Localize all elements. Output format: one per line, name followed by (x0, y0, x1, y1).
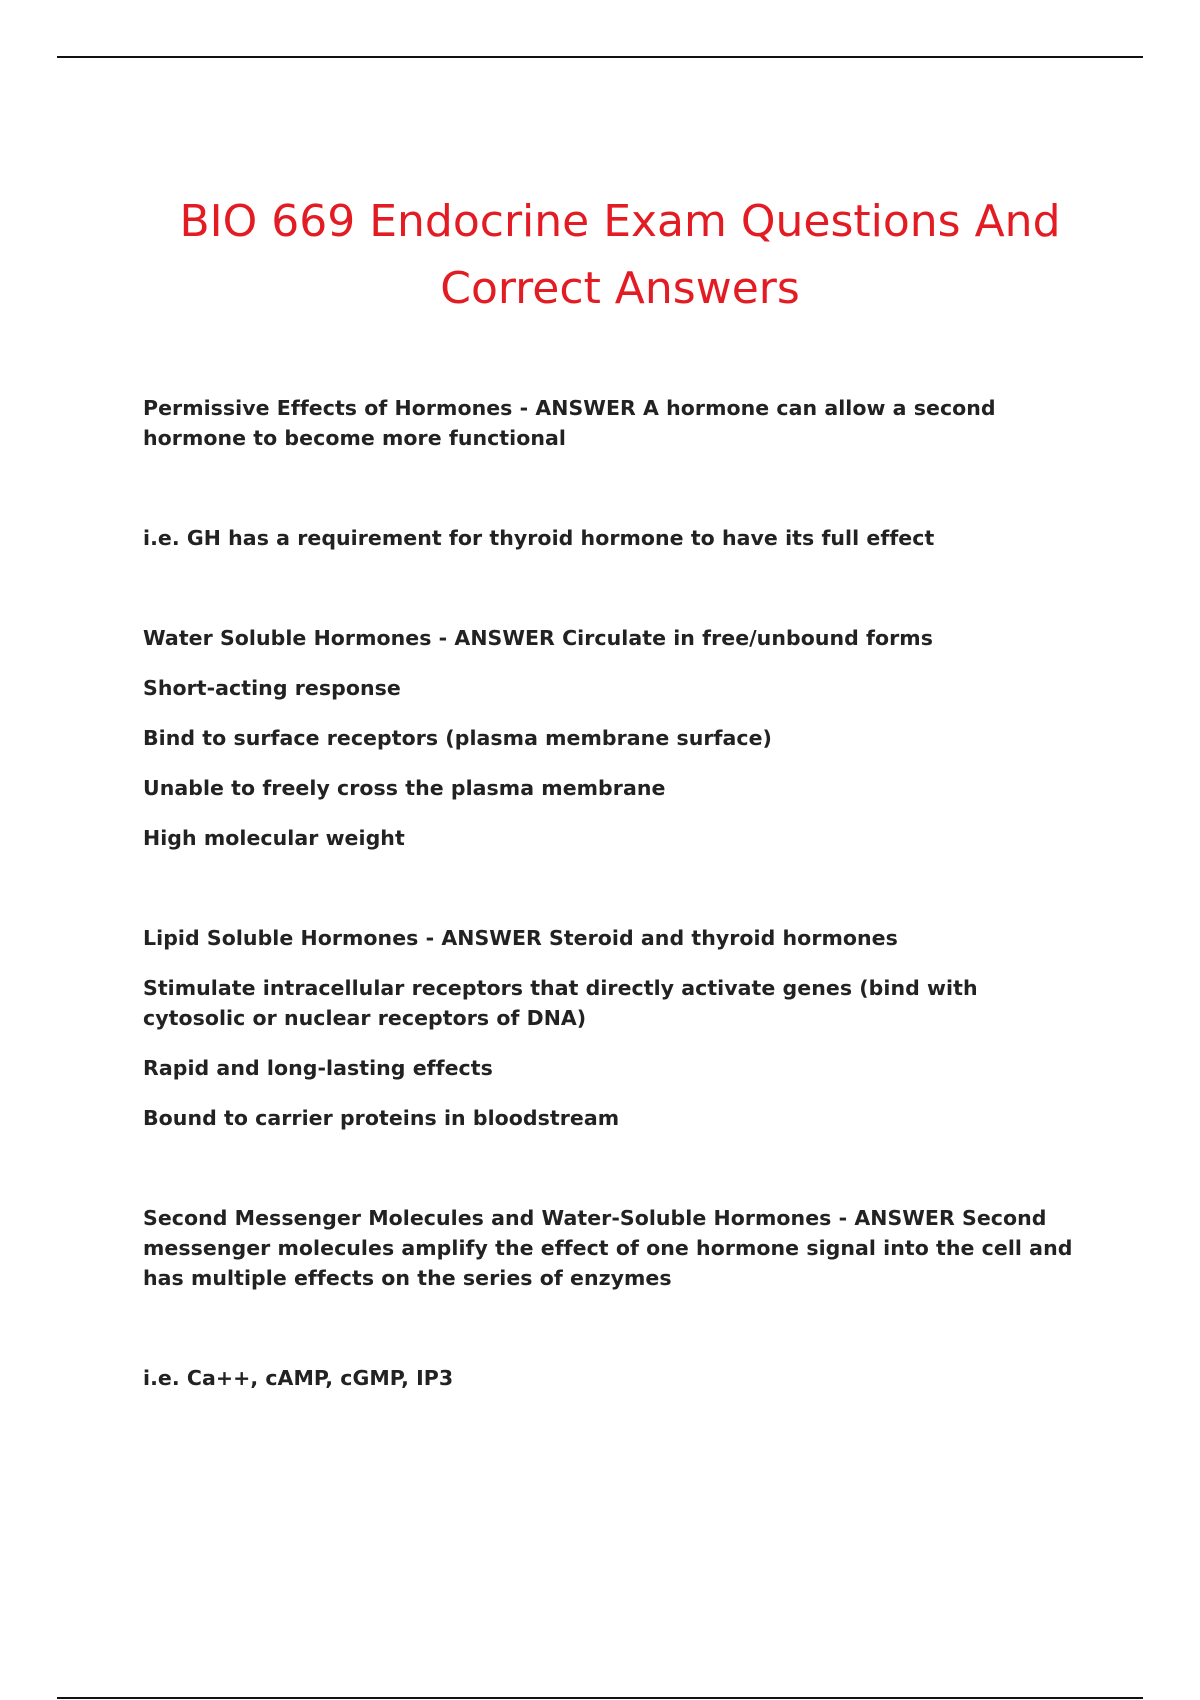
entry-text: Water Soluble Hormones - ANSWER Circulate in free/unbound forms (143, 626, 933, 650)
entry-text: Rapid and long-lasting effects (143, 1056, 493, 1080)
entry-second-messenger (143, 1203, 1083, 1293)
entry-text: Unable to freely cross the plasma membrane (143, 776, 666, 800)
entry-text: Stimulate intracellular receptors that directly activate genes (bind with cytosolic or nuclear receptors of DNA) (143, 976, 978, 1030)
bottom-rule (57, 1697, 1143, 1699)
top-rule (57, 56, 1143, 58)
entry-text: High molecular weight (143, 826, 405, 850)
entry-text: Lipid Soluble Hormones - ANSWER Steroid and thyroid hormones (143, 926, 898, 950)
entry-text: Bound to carrier proteins in bloodstream (143, 1106, 620, 1130)
entry-text: Short-acting response (143, 676, 401, 700)
document-body (143, 393, 1083, 1393)
document-title: BIO 669 Endocrine Exam Questions And Correct Answers (179, 196, 1061, 314)
entry-lipid-soluble (143, 923, 1083, 1133)
entry-text: i.e. GH has a requirement for thyroid hormone to have its full effect (143, 526, 935, 550)
entry-gh-example (143, 523, 1083, 553)
entry-water-soluble (143, 623, 1083, 853)
entry-second-messenger-example (143, 1363, 1083, 1393)
entry-permissive-effects (143, 393, 1083, 453)
entry-text: Permissive Effects of Hormones - ANSWER A hormone can allow a second hormone to become more functional (143, 396, 996, 450)
entry-text: i.e. Ca++, cAMP, cGMP, IP3 (143, 1366, 454, 1390)
entry-text: Second Messenger Molecules and Water-Soluble Hormones - ANSWER Second messenger molecules amplify the effect of one hormone signal into the cell and has multiple effects on the series of enzymes (143, 1206, 1073, 1290)
entry-text: Bind to surface receptors (plasma membrane surface) (143, 726, 772, 750)
